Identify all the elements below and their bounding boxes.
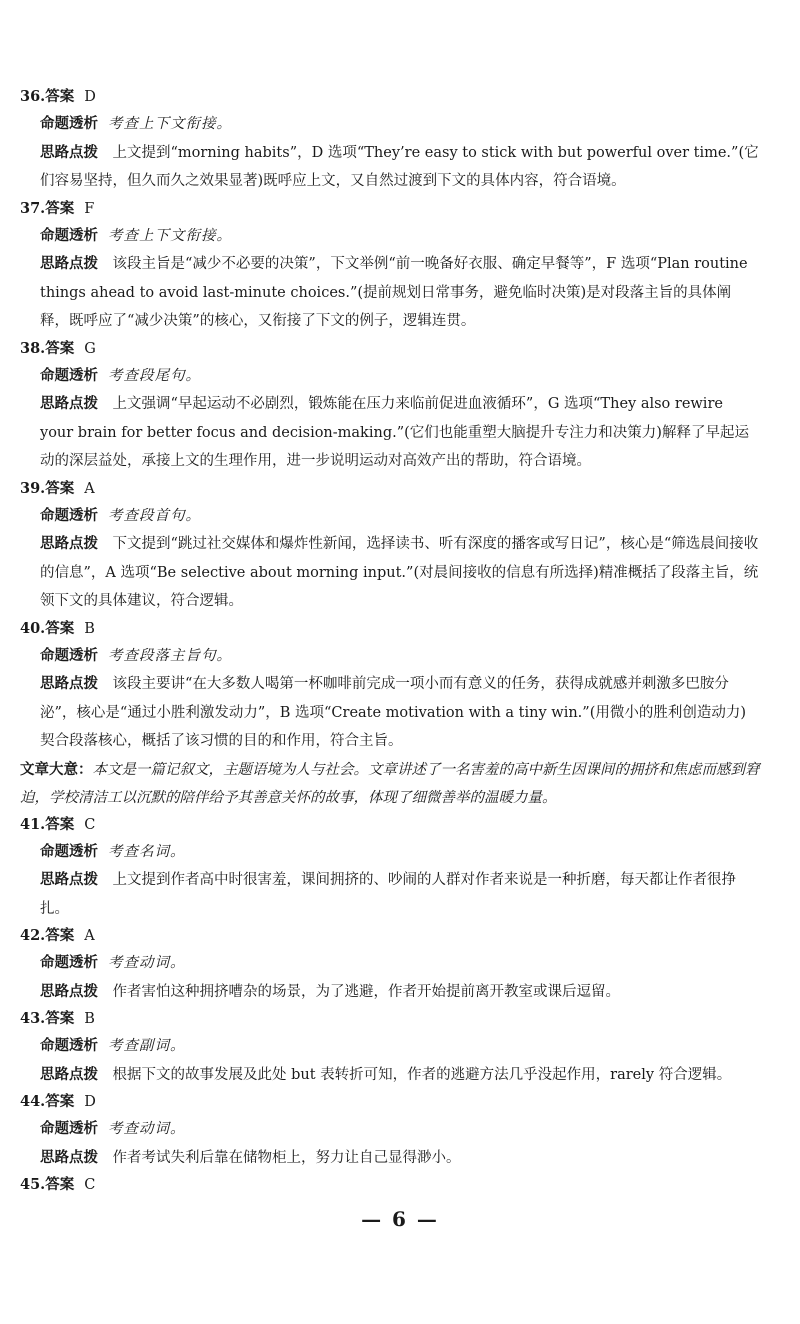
- hint-text: 作者考试失利后靠在储物柜上，努力让自己显得渺小。: [112, 1149, 461, 1166]
- answer-value: C: [84, 1177, 96, 1193]
- article-summary: [20, 756, 760, 812]
- hint-text: 该段主要讲“在大多数人喝第一杯咖啡前完成一项小而有意义的任务，获得成就感并刺激多巴胺分泌”，核心是“通过小胜利激发动力”，B 选项“Create motivation with a tiny win.”(用微小的胜利创造动力)契合段落核心，概括了该习惯的目的和作用，符合主旨。: [40, 676, 747, 749]
- question-number: 36.: [20, 88, 46, 105]
- page-number: — 6 —: [361, 1207, 439, 1231]
- question-header: [20, 812, 760, 838]
- question-header: [20, 1006, 760, 1032]
- analysis-text: 考查动词。: [108, 1121, 186, 1137]
- analysis-row: [20, 222, 760, 251]
- analysis-label: 命题透析: [40, 506, 98, 524]
- hint-text: 上文提到“morning habits”，D 选项“They’re easy to stick with but powerful over time.”(它们容易坚持，但久而久之效果显著)既呼应上文，又自然过渡到下文的具体内容，符合语境。: [40, 144, 759, 189]
- answer-value: A: [84, 928, 95, 944]
- answer-label: 答案: [45, 339, 75, 357]
- answer-value: B: [84, 1011, 95, 1027]
- answer-label: 答案: [45, 88, 75, 105]
- hint-row: [20, 530, 760, 616]
- answer-value: D: [84, 1094, 96, 1110]
- summary-label: 文章大意：: [20, 760, 93, 778]
- analysis-text: 考查名词。: [108, 843, 186, 860]
- analysis-label: 命题透析: [40, 646, 98, 664]
- question-42: [20, 923, 760, 1006]
- answer-value: D: [84, 89, 96, 105]
- analysis-text: 考查段落主旨句。: [108, 647, 232, 664]
- hint-row: [20, 670, 760, 756]
- question-44: [20, 1089, 760, 1172]
- answer-value: G: [84, 340, 96, 357]
- hint-label: 思路点拨: [40, 1148, 98, 1166]
- question-header: [20, 476, 760, 502]
- answer-label: 答案: [45, 1176, 75, 1193]
- question-number: 38.: [20, 339, 46, 357]
- hint-text: 上文强调“早起运动不必剧烈，锻炼能在压力来临前促进血液循环”，G 选项“They also rewire your brain for better focus and decision-making.”(它们也能重塑大脑提升专注力和决策力)解释了早起运动的深层益处，承接上文的生理作用，进一步说明运动对高效产出的帮助，符合语境。: [40, 396, 749, 469]
- question-43: [20, 1006, 760, 1089]
- question-45: [20, 1172, 760, 1198]
- answer-label: 答案: [45, 815, 75, 833]
- hint-label: 思路点拨: [40, 1065, 98, 1083]
- analysis-label: 命题透析: [40, 226, 98, 244]
- question-number: 37.: [20, 199, 46, 217]
- answer-value: A: [84, 480, 95, 497]
- analysis-row: [20, 362, 760, 391]
- analysis-label: 命题透析: [40, 1037, 98, 1054]
- analysis-row: [20, 838, 760, 867]
- answer-label: 答案: [45, 199, 75, 217]
- summary-text: 本文是一篇记叙文，主题语境为人与社会。文章讲述了一名害羞的高中新生因课间的拥挤和焦虑而感到窘迫，学校清洁工以沉默的陪伴给予其善意关怀的故事，体现了细微善举的温暖力量。: [20, 761, 760, 806]
- analysis-row: [20, 1115, 760, 1144]
- hint-label: 思路点拨: [40, 535, 98, 552]
- hint-row: [20, 390, 760, 476]
- analysis-text: 考查段首句。: [108, 507, 201, 524]
- answer-label: 答案: [45, 479, 75, 497]
- analysis-label: 命题透析: [40, 1120, 98, 1137]
- analysis-text: 考查上下文衔接。: [108, 227, 232, 244]
- hint-row: [20, 1061, 760, 1090]
- analysis-row: [20, 502, 760, 531]
- analysis-label: 命题透析: [40, 366, 98, 384]
- question-header: [20, 616, 760, 642]
- analysis-row: [20, 642, 760, 671]
- hint-label: 思路点拨: [40, 982, 98, 1000]
- hint-row: [20, 1144, 760, 1173]
- question-36: [20, 84, 760, 196]
- analysis-row: [20, 949, 760, 978]
- hint-label: 思路点拨: [40, 871, 98, 888]
- question-header: [20, 84, 760, 110]
- question-header: [20, 1172, 760, 1198]
- hint-label: 思路点拨: [40, 675, 98, 692]
- hint-row: [20, 866, 760, 923]
- hint-row: [20, 139, 760, 196]
- hint-label: 思路点拨: [40, 143, 98, 161]
- hint-text: 根据下文的故事发展及此处 but 表转折可知，作者的逃避方法几乎没起作用，rarely 符合逻辑。: [112, 1066, 732, 1083]
- question-number: 40.: [20, 619, 46, 637]
- hint-text: 作者害怕这种拥挤嘈杂的场景，为了逃避，作者开始提前离开教室或课后逗留。: [112, 983, 620, 1000]
- question-number: 43.: [20, 1010, 46, 1027]
- hint-row: [20, 250, 760, 336]
- answer-value: C: [84, 816, 96, 833]
- hint-text: 该段主旨是“减少不必要的决策”，下文举例“前一晚备好衣服、确定早餐等”，F 选项“Plan routine things ahead to avoid last-minute choices.”(提前规划日常事务，避免临时决策)是对段落主旨的具体阐释，既呼应了“减少决策”的核心，又衔接了下文的例子，逻辑连贯。: [40, 256, 748, 329]
- answer-value: B: [84, 620, 95, 637]
- analysis-label: 命题透析: [40, 115, 98, 132]
- question-number: 42.: [20, 927, 46, 944]
- answer-label: 答案: [45, 1093, 75, 1110]
- question-header: [20, 336, 760, 362]
- analysis-text: 考查动词。: [108, 955, 186, 971]
- hint-text: 下文提到“跳过社交媒体和爆炸性新闻，选择读书、听有深度的播客或写日记”，核心是“筛选晨间接收的信息”，A 选项“Be selective about morning input.”(对晨间接收的信息有所选择)精准概括了段落主旨，统领下文的具体建议，符合逻辑。: [40, 536, 759, 609]
- question-number: 44.: [20, 1093, 46, 1110]
- question-header: [20, 923, 760, 949]
- analysis-text: 考查上下文衔接。: [108, 116, 232, 132]
- question-38: [20, 336, 760, 476]
- analysis-label: 命题透析: [40, 842, 98, 860]
- analysis-text: 考查段尾句。: [108, 367, 201, 384]
- analysis-row: [20, 110, 760, 139]
- question-37: [20, 196, 760, 336]
- question-number: 39.: [20, 479, 46, 497]
- question-40: [20, 616, 760, 756]
- answer-label: 答案: [45, 927, 75, 944]
- question-number: 41.: [20, 815, 46, 833]
- question-39: [20, 476, 760, 616]
- answer-label: 答案: [45, 619, 75, 637]
- answer-label: 答案: [45, 1010, 75, 1027]
- hint-row: [20, 978, 760, 1007]
- analysis-text: 考查副词。: [108, 1038, 186, 1054]
- question-41: [20, 812, 760, 924]
- hint-label: 思路点拨: [40, 255, 98, 272]
- hint-text: 上文提到作者高中时很害羞，课间拥挤的、吵闹的人群对作者来说是一种折磨，每天都让作者很挣扎。: [40, 872, 736, 917]
- analysis-row: [20, 1032, 760, 1061]
- hint-label: 思路点拨: [40, 395, 98, 412]
- answer-value: F: [84, 200, 95, 217]
- question-number: 45.: [20, 1176, 46, 1193]
- question-header: [20, 196, 760, 222]
- analysis-label: 命题透析: [40, 954, 98, 971]
- question-header: [20, 1089, 760, 1115]
